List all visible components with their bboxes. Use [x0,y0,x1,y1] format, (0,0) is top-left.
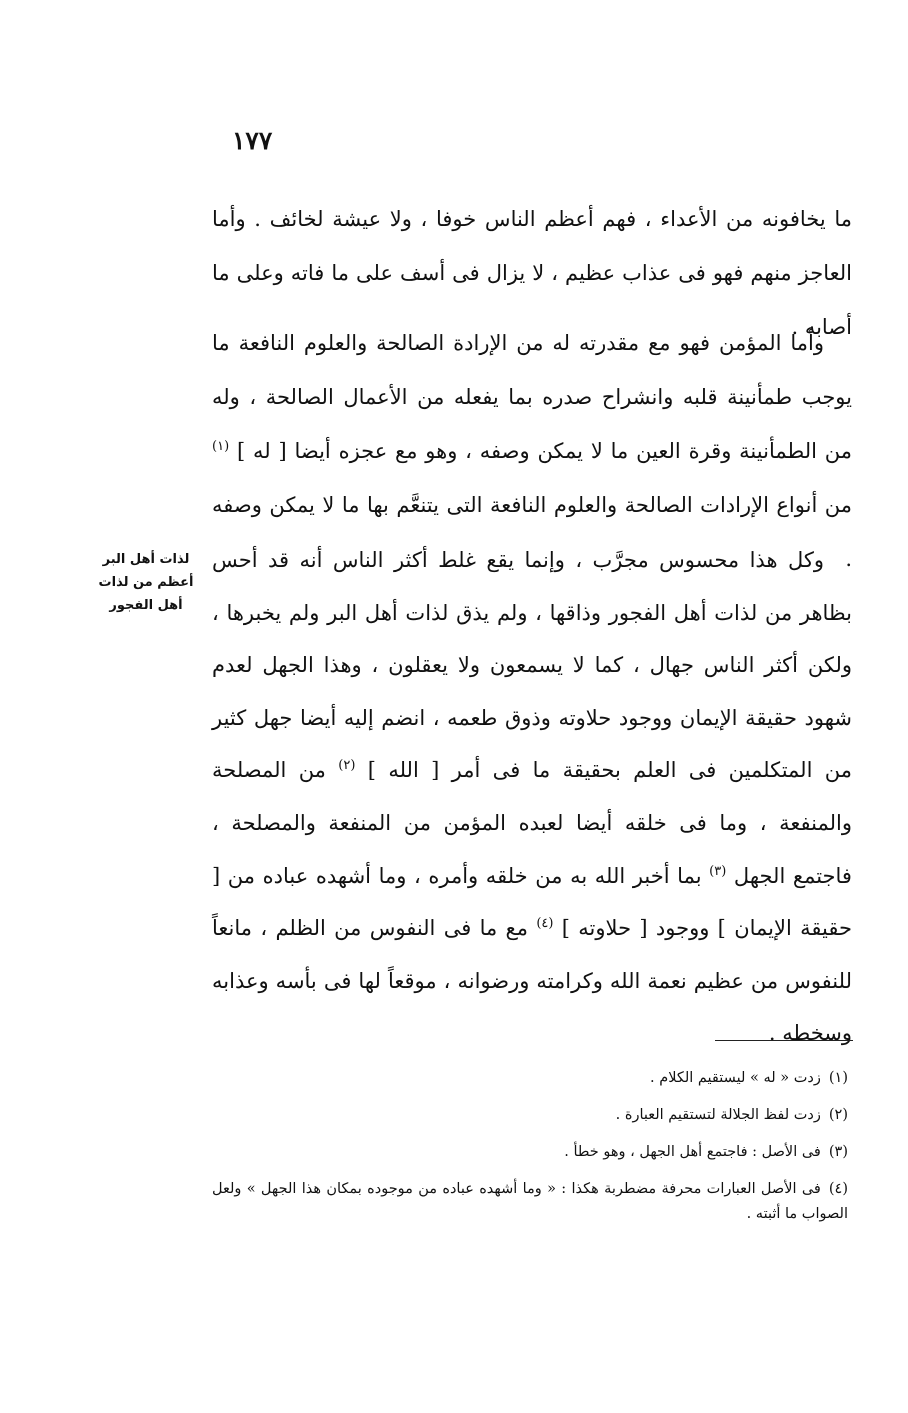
footnote-3 [212,1140,848,1165]
margin-note-line-3: أهل الفجور [109,598,183,613]
paragraph-3-text [212,534,852,1060]
footnote-4 [212,1177,848,1227]
margin-note-line-1: لذات أهل البر [102,552,190,567]
footnote-1 [212,1066,848,1091]
paragraph-3-part-d: مع ما فى النفوس من الظلم ، مانعاً للنفوس من عظيم نعمة الله وكرامته ورضوانه ، موقعاً لها فى بأسه وعذابه وسخطه . [212,916,852,1046]
footnote-4-number: (٤) [828,1181,848,1197]
footnote-1-text: زدت « له » ليستقيم الكلام . [650,1070,821,1086]
footnote-ref-4: (٤) [536,916,554,932]
footnote-ref-2: (٢) [338,758,356,774]
footnote-4-text: فى الأصل العبارات محرفة مضطربة هكذا : « وما أشهده عباده من موجوده بمكان هذا الجهل » ولعل الصواب ما أثبته . [212,1181,848,1222]
footnote-1-number: (١) [828,1070,848,1086]
footnote-3-text: فى الأصل : فاجتمع أهل الجهل ، وهو خطأ . [564,1144,821,1160]
footnote-ref-3: (٣) [709,863,727,879]
paragraph-3-part-b: من المصلحة والمنفعة ، وما فى خلقه أيضا لعبده المؤمن من المنفعة والمصلحة ، فاجتمع الجهل [212,758,852,888]
footnote-3-number: (٣) [828,1144,848,1160]
paragraph-3-part-a: وكل هذا محسوس مجرَّب ، وإنما يقع غلط أكثر الناس أنه قد أحس بظاهر من لذات أهل الفجور وذاقها ، ولم يذق لذات أهل البر ولم يخبرها ، ولكن أكثر الناس جهال ، كما لا يسمعون ولا يعقلون ، وهذا الجهل لعدم شهود حقيقة الإيمان ووجود حلاوته وذوق طعمه ، انضم إليه أيضا جهل كثير من المتكلمين فى العلم بحقيقة ما فى أمر [ الله ] [212,548,852,783]
margin-note-line-2: أعظم من لذات [98,575,194,590]
footnote-2-number: (٢) [828,1107,848,1123]
footnote-ref-1: (١) [212,439,230,454]
page-number: ١٧٧ [232,126,273,155]
margin-note [96,548,196,617]
footnote-2-text: زدت لفظ الجلالة لتستقيم العبارة . [615,1107,821,1123]
paragraph-2-part-b: من أنواع الإرادات الصالحة والعلوم النافعة التى يتنعَّم بها ما لا يمكن وصفه . [212,493,852,571]
paragraph-2-part-a: وأما المؤمن فهو مع مقدرته له من الإرادة الصالحة والعلوم النافعة ما يوجب طمأنينة قلبه وانشراح صدره بما يفعله من الأعمال الصالحة ، وله من الطمأنينة وقرة العين ما لا يمكن وصفه ، وهو مع عجزه أيضا [ له ] [212,331,852,463]
footnote-2 [212,1103,848,1128]
footnotes [212,1066,848,1239]
paragraph-3-part-c: بما أخبر الله به من خلقه وأمره ، وما أشهده عباده من [ حقيقة الإيمان ] ووجود [ حلاوته ] [212,863,852,941]
paragraph-1-text: ما يخافونه من الأعداء ، فهم أعظم الناس خوفا ، ولا عيشة لخائف . وأما العاجز منهم فهو فى عذاب عظيم ، لا يزال فى أسف على ما فاته وعلى ما أصابه . [212,207,852,339]
paragraph-3 [212,534,852,1060]
footnote-separator [715,1040,853,1041]
